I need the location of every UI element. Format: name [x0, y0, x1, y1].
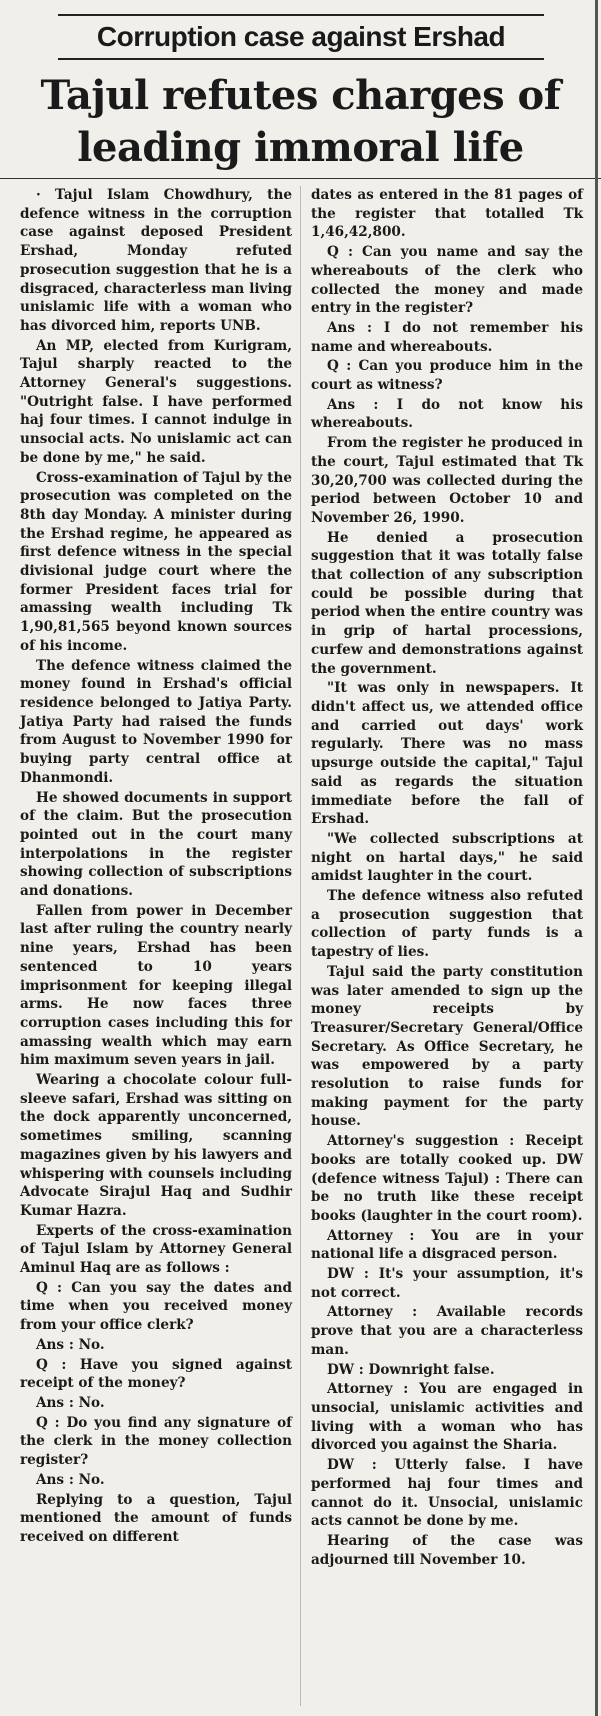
article-column-right [311, 186, 583, 1570]
page-edge [595, 0, 598, 1716]
paragraph: He denied a prosecution suggestion that it was totally false that collection of any subscription could be possible during that period when the entire country was in grip of hartal processions, curfew and demonstrations against the government. [311, 529, 583, 677]
paragraph: Attorney : You are in your national life a disgraced person. [311, 1227, 583, 1263]
paragraph: · Tajul Islam Chowdhury, the defence witness in the corruption case against deposed President Ershad, Monday refuted prosecution suggestion that he is a disgraced, characterless man living unislamic life with a woman who has divorced him, reports UNB. [20, 187, 292, 334]
paragraph: The defence witness also refuted a prosecution suggestion that collection of party funds is a tapestry of lies. [311, 888, 583, 961]
answer: Ans : No. [36, 1471, 105, 1488]
article-column-left [20, 186, 292, 1548]
paragraph: Attorney's suggestion : Receipt books are totally cooked up. DW (defence witness Tajul) : There can be no truth like these receipt books (laughter in the court room). [311, 1133, 583, 1224]
headline-rule [0, 178, 601, 179]
paragraph: He showed documents in support of the claim. But the prosecution pointed out in the court many interpolations in the register showing collection of subscriptions and donations. [20, 789, 292, 900]
column-divider [300, 186, 301, 1706]
paragraph: Wearing a chocolate colour full-sleeve safari, Ershad was sitting on the dock apparently unconcerned, sometimes smiling, scanning magazines given by his lawyers and whispering with counsels including Advocate Sirajul Haq and Sudhir Kumar Hazra. [20, 1072, 292, 1219]
paragraph: Replying to a question, Tajul mentioned the amount of funds received on different [20, 1491, 292, 1545]
kicker: Corruption case against Ershad [96, 21, 506, 52]
paragraph: Fallen from power in December last after ruling the country nearly nine years, Ershad has been sentenced to 10 years imprisonment for keeping illegal arms. He now faces three corruption cases including this for amassing wealth which may earn him maximum seven years in jail. [20, 902, 292, 1069]
paragraph: dates as entered in the 81 pages of the register that totalled Tk 1,46,42,800. [311, 187, 583, 241]
paragraph: Tajul said the party constitution was later amended to sign up the money receipts by Treasurer/Secretary General/Office Secretary. As Office Secretary, he was empowered by a party resolution to raise funds for making payment for the party house. [311, 963, 583, 1130]
paragraph: Experts of the cross-examination of Tajul Islam by Attorney General Aminul Haq are as follows : [20, 1222, 292, 1277]
question: Q : Can you say the dates and time when you received money from your office clerk? [20, 1279, 292, 1334]
paragraph: "It was only in newspapers. It didn't affect us, we attended office and carried out days' work regularly. There was no mass upsurge outside the capital," Tajul said as regards the situation immediate before the fall of Ershad. [311, 680, 583, 828]
paragraph: DW : Downright false. [327, 1361, 495, 1378]
answer: Ans : No. [36, 1336, 105, 1353]
headline: Tajul refutes charges of leading immoral life [40, 72, 561, 171]
question: Q : Have you signed against receipt of the money? [20, 1356, 292, 1392]
kicker-box [58, 14, 544, 60]
paragraph: DW : Utterly false. I have performed haj four times and cannot do it. Unsocial, unislamic acts cannot be done by me. [311, 1457, 583, 1530]
question: Q : Do you find any signature of the clerk in the money collection register? [20, 1414, 292, 1469]
answer: Ans : I do not remember his name and whereabouts. [311, 319, 583, 355]
paragraph: Cross-examination of Tajul by the prosecution was completed on the 8th day Monday. A minister during the Ershad regime, he appeared as first defence witness in the special divisional judge court where the former President faces trial for amassing wealth including Tk 1,90,81,565 beyond known sources of his income. [20, 469, 292, 654]
paragraph: Attorney : You are engaged in unsocial, unislamic activities and living with a woman who has divorced you against the Sharia. [311, 1381, 583, 1454]
paragraph: "We collected subscriptions at night on hartal days," he said amidst laughter in the court. [311, 830, 583, 885]
paragraph: The defence witness claimed the money found in Ershad's official residence belonged to Jatiya Party. Jatiya Party had raised the funds from August to November 1990 for buying party central office at Dhanmondi. [20, 657, 292, 786]
paragraph: An MP, elected from Kurigram, Tajul sharply reacted to the Attorney General's suggestions. "Outright false. I have performed haj four times. I cannot indulge in unsocial acts. No unislamic act can be done by me," he said. [20, 337, 292, 466]
paragraph: Hearing of the case was adjourned till November 10. [311, 1532, 583, 1568]
answer: Ans : I do not know his whereabouts. [311, 396, 583, 432]
paragraph: DW : It's your assumption, it's not correct. [311, 1266, 583, 1301]
paragraph: From the register he produced in the court, Tajul estimated that Tk 30,20,700 was collected during the period between October 10 and November 26, 1990. [311, 435, 583, 526]
answer: Ans : No. [36, 1395, 105, 1411]
question: Q : Can you produce him in the court as witness? [311, 358, 583, 394]
paragraph: Attorney : Available records prove that you are a characterless man. [311, 1304, 583, 1358]
question: Q : Can you name and say the whereabouts of the clerk who collected the money and made entry in the register? [311, 244, 583, 317]
